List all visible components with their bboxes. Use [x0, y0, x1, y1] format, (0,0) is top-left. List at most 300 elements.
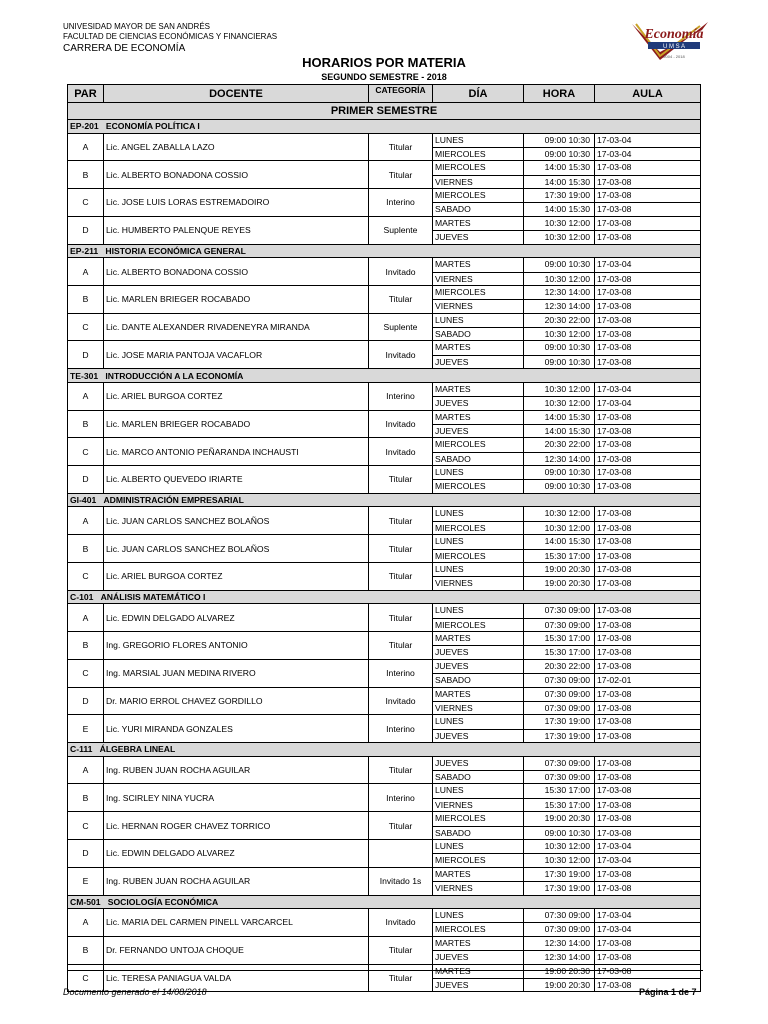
col-hora: HORA — [524, 85, 595, 103]
hora-cell-line: 20:30 22:00 — [544, 314, 590, 325]
subject-row — [68, 743, 701, 757]
hora-cell — [524, 258, 595, 286]
aula-cell-line: 17-03-08 — [597, 563, 632, 574]
hora-cell — [524, 189, 595, 217]
subject-code: EP-211 — [70, 245, 99, 256]
hora-cell-line: 19:00 20:30 — [544, 965, 590, 976]
aula-cell — [595, 507, 701, 535]
dia-cell-line: LUNES — [435, 508, 464, 519]
dia-cell — [433, 909, 524, 937]
subject-code: TE-301 — [70, 370, 99, 381]
aula-cell-line: 17-03-04 — [597, 259, 632, 270]
hora-cell-line: 10:30 12:00 — [524, 272, 594, 285]
aula-cell-line: 17-03-08 — [595, 327, 700, 340]
aula-cell — [595, 715, 701, 743]
hora-cell-line: 10:30 12:00 — [544, 840, 590, 851]
hora-cell-line: 10:30 12:00 — [544, 508, 590, 519]
table-row — [68, 466, 701, 494]
hora-cell-line: 07:30 09:00 — [524, 922, 594, 935]
hora-cell-line: 17:30 19:00 — [544, 190, 590, 201]
docente-cell: Lic. MARIA DEL CARMEN PINELL VARCARCEL — [104, 909, 369, 937]
dia-cell-line: JUEVES — [433, 230, 523, 243]
dia-cell — [433, 936, 524, 964]
hora-cell-line: 12:30 14:00 — [544, 286, 590, 297]
table-row — [68, 867, 701, 895]
par-cell: A — [68, 507, 104, 535]
hora-cell — [524, 562, 595, 590]
hora-cell — [524, 964, 595, 992]
par-cell: C — [68, 562, 104, 590]
dia-cell-line: VIERNES — [433, 798, 523, 811]
hora-cell-line: 09:00 10:30 — [524, 355, 594, 368]
semester-row — [68, 103, 701, 120]
hora-cell-line: 10:30 12:00 — [524, 521, 594, 534]
dia-cell-line: MARTES — [435, 633, 471, 643]
aula-cell-line: 17-03-08 — [597, 439, 632, 450]
dia-cell — [433, 466, 524, 494]
faculty-name: FACULTAD DE CIENCIAS ECONÓMICAS Y FINANCIERAS — [63, 32, 278, 41]
dia-cell — [433, 410, 524, 438]
dia-cell-line: VIERNES — [433, 299, 523, 312]
aula-cell-line: 17-03-08 — [597, 162, 632, 173]
table-row — [68, 659, 701, 687]
col-docente: DOCENTE — [104, 85, 369, 103]
categoria-cell: Invitado 1s — [369, 867, 433, 895]
categoria-cell: Titular — [369, 936, 433, 964]
page-number: Página 1 de 7 — [639, 987, 697, 997]
categoria-cell: Titular — [369, 535, 433, 563]
dia-cell — [433, 285, 524, 313]
subject-row — [68, 493, 701, 507]
docente-cell: Lic. JUAN CARLOS SANCHEZ BOLAÑOS — [104, 535, 369, 563]
hora-cell — [524, 756, 595, 784]
hora-cell-line: 10:30 12:00 — [524, 327, 594, 340]
hora-cell-line: 17:30 19:00 — [524, 729, 594, 742]
aula-cell-line: 17-03-08 — [597, 757, 632, 768]
aula-cell-line: 17-03-04 — [595, 396, 700, 409]
par-cell: E — [68, 867, 104, 895]
subject-name: ECONOMÍA POLÍTICA I — [105, 121, 200, 132]
categoria-cell: Invitado — [369, 909, 433, 937]
docente-cell: Lic. JUAN CARLOS SANCHEZ BOLAÑOS — [104, 507, 369, 535]
aula-cell — [595, 812, 701, 840]
docente-cell: Dr. FERNANDO UNTOJA CHOQUE — [104, 936, 369, 964]
dia-cell-line: LUNES — [435, 716, 464, 727]
aula-cell — [595, 285, 701, 313]
par-cell: B — [68, 936, 104, 964]
hora-cell — [524, 936, 595, 964]
aula-cell-line: 17-03-08 — [597, 688, 632, 699]
aula-cell-line: 17-03-08 — [597, 716, 632, 727]
aula-cell — [595, 189, 701, 217]
docente-cell: Lic. HERNAN ROGER CHAVEZ TORRICO — [104, 812, 369, 840]
hora-cell — [524, 410, 595, 438]
dia-cell-line: LUNES — [435, 605, 464, 616]
header-row — [68, 85, 701, 103]
col-aula: AULA — [595, 85, 701, 103]
categoria-cell — [369, 839, 433, 867]
hora-cell-line: 20:30 22:00 — [544, 660, 590, 671]
table-row — [68, 133, 701, 161]
par-cell: C — [68, 812, 104, 840]
docente-cell: Lic. ARIEL BURGOA CORTEZ — [104, 562, 369, 590]
docente-cell: Lic. EDWIN DELGADO ALVAREZ — [104, 839, 369, 867]
hora-cell-line: 10:30 12:00 — [524, 396, 594, 409]
aula-cell-line: 17-03-08 — [595, 424, 700, 437]
dia-cell-line: MARTES — [435, 342, 471, 353]
dia-cell-line: MIERCOLES — [433, 521, 523, 534]
dia-cell-line: VIERNES — [433, 881, 523, 894]
dia-cell-line: MARTES — [435, 965, 471, 976]
hora-cell-line: 19:00 20:30 — [544, 563, 590, 574]
table-row — [68, 839, 701, 867]
dia-cell-line: VIERNES — [433, 175, 523, 188]
aula-cell — [595, 410, 701, 438]
hora-cell-line: 10:30 12:00 — [544, 217, 590, 228]
categoria-cell: Invitado — [369, 687, 433, 715]
hora-cell-line: 07:30 09:00 — [524, 701, 594, 714]
aula-cell-line: 17-03-08 — [595, 701, 700, 714]
hora-cell — [524, 839, 595, 867]
par-cell: C — [68, 189, 104, 217]
table-row — [68, 438, 701, 466]
par-cell: C — [68, 438, 104, 466]
docente-cell: Ing. RUBEN JUAN ROCHA AGUILAR — [104, 756, 369, 784]
dia-cell-line: MIERCOLES — [433, 147, 523, 160]
aula-cell-line: 17-03-08 — [597, 314, 632, 325]
table-row — [68, 715, 701, 743]
subject-name: ÁLGEBRA LINEAL — [99, 744, 176, 755]
dia-cell-line: LUNES — [435, 563, 464, 574]
dia-cell — [433, 632, 524, 660]
aula-cell-line: 17-03-08 — [595, 618, 700, 631]
table-row — [68, 687, 701, 715]
subject-title — [68, 244, 701, 258]
subject-name: SOCIOLOGÍA ECONÓMICA — [107, 896, 219, 907]
hora-cell-line: 07:30 09:00 — [544, 757, 590, 768]
dia-cell-line: JUEVES — [433, 950, 523, 963]
par-cell: D — [68, 687, 104, 715]
career-name: CARRERA DE ECONOMÍA — [63, 43, 186, 54]
hora-cell-line: 15:30 17:00 — [544, 785, 590, 796]
hora-cell — [524, 507, 595, 535]
docente-cell: Ing. SCIRLEY NINA YUCRA — [104, 784, 369, 812]
aula-cell-line: 17-03-08 — [595, 479, 700, 492]
subject-name: ADMINISTRACIÓN EMPRESARIAL — [103, 495, 244, 506]
categoria-cell: Titular — [369, 161, 433, 189]
dia-cell-line: MIERCOLES — [433, 853, 523, 866]
hora-cell — [524, 285, 595, 313]
subject-title — [68, 120, 701, 134]
hora-cell — [524, 784, 595, 812]
dia-cell — [433, 258, 524, 286]
dia-cell — [433, 438, 524, 466]
dia-cell — [433, 687, 524, 715]
docente-cell: Lic. ALBERTO BONADONA COSSIO — [104, 161, 369, 189]
aula-cell — [595, 535, 701, 563]
aula-cell-line: 17-03-08 — [595, 881, 700, 894]
categoria-cell: Suplente — [369, 313, 433, 341]
docente-cell: Lic. ALBERTO BONADONA COSSIO — [104, 258, 369, 286]
aula-cell-line: 17-03-08 — [597, 785, 632, 796]
table-row — [68, 756, 701, 784]
categoria-cell: Suplente — [369, 216, 433, 244]
hora-cell-line: 09:00 10:30 — [544, 134, 590, 145]
dia-cell-line: SABADO — [433, 202, 523, 215]
hora-cell-line: 15:30 17:00 — [524, 798, 594, 811]
aula-cell-line: 17-03-04 — [597, 383, 632, 394]
hora-cell-line: 07:30 09:00 — [544, 910, 590, 921]
hora-cell-line: 15:30 17:00 — [544, 633, 590, 643]
par-cell: B — [68, 285, 104, 313]
dia-cell-line: MARTES — [435, 411, 471, 422]
dia-cell-line: MIERCOLES — [435, 286, 486, 297]
aula-cell-line: 17-03-04 — [597, 840, 632, 851]
dia-cell — [433, 535, 524, 563]
hora-cell-line: 09:00 10:30 — [544, 342, 590, 353]
docente-cell: Lic. JOSE MARIA PANTOJA VACAFLOR — [104, 341, 369, 369]
dia-cell-line: MARTES — [435, 383, 471, 394]
table-row — [68, 161, 701, 189]
par-cell: A — [68, 756, 104, 784]
subject-code: CM-501 — [70, 896, 101, 907]
docente-cell: Lic. YURI MIRANDA GONZALES — [104, 715, 369, 743]
logo-text: Economía — [644, 27, 704, 42]
hora-cell — [524, 715, 595, 743]
categoria-cell: Titular — [369, 562, 433, 590]
dia-cell-line: MIERCOLES — [433, 618, 523, 631]
categoria-cell: Interino — [369, 659, 433, 687]
aula-cell-line: 17-03-08 — [597, 937, 632, 948]
dia-cell — [433, 341, 524, 369]
aula-cell — [595, 341, 701, 369]
dia-cell-line: MARTES — [435, 688, 471, 699]
dia-cell-line: LUNES — [435, 467, 464, 478]
aula-cell-line: 17-03-08 — [595, 645, 700, 658]
categoria-cell: Invitado — [369, 341, 433, 369]
aula-cell-line: 17-03-08 — [597, 536, 632, 547]
footer-divider — [67, 970, 703, 971]
aula-cell — [595, 313, 701, 341]
aula-cell — [595, 659, 701, 687]
docente-cell: Lic. ARIEL BURGOA CORTEZ — [104, 382, 369, 410]
hora-cell-line: 14:00 15:30 — [524, 202, 594, 215]
table-row — [68, 562, 701, 590]
aula-cell — [595, 133, 701, 161]
aula-cell — [595, 687, 701, 715]
subject-title — [68, 743, 701, 757]
dia-cell — [433, 562, 524, 590]
hora-cell-line: 07:30 09:00 — [544, 688, 590, 699]
aula-cell — [595, 867, 701, 895]
docente-cell: Lic. HUMBERTO PALENQUE REYES — [104, 216, 369, 244]
par-cell: B — [68, 784, 104, 812]
semester-label: PRIMER SEMESTRE — [68, 103, 701, 120]
dia-cell-line: MIERCOLES — [435, 190, 486, 201]
dia-cell — [433, 133, 524, 161]
aula-cell-line: 17-03-08 — [595, 950, 700, 963]
docente-cell: Lic. MARCO ANTONIO PEÑARANDA INCHAUSTI — [104, 438, 369, 466]
aula-cell-line: 17-03-08 — [597, 633, 632, 643]
aula-cell — [595, 936, 701, 964]
aula-cell-line: 17-03-08 — [597, 965, 632, 976]
dia-cell-line: MARTES — [435, 937, 471, 948]
docente-cell: Ing. MARSIAL JUAN MEDINA RIVERO — [104, 659, 369, 687]
dia-cell-line: MIERCOLES — [433, 479, 523, 492]
col-dia: DÍA — [433, 85, 524, 103]
par-cell: A — [68, 909, 104, 937]
aula-cell-line: 17-03-08 — [597, 660, 632, 671]
subject-row — [68, 120, 701, 134]
aula-cell — [595, 604, 701, 632]
dia-cell-line: MIERCOLES — [435, 162, 486, 173]
aula-cell — [595, 258, 701, 286]
dia-cell-line: VIERNES — [433, 576, 523, 589]
table-row — [68, 382, 701, 410]
hora-cell — [524, 659, 595, 687]
aula-cell — [595, 562, 701, 590]
aula-cell — [595, 756, 701, 784]
par-cell: D — [68, 466, 104, 494]
aula-cell-line: 17-03-08 — [597, 605, 632, 616]
docente-cell: Lic. JOSE LUIS LORAS ESTREMADOIRO — [104, 189, 369, 217]
col-par: PAR — [68, 85, 104, 103]
subject-code: C-111 — [70, 744, 93, 755]
dia-cell-line: LUNES — [435, 910, 464, 921]
aula-cell-line: 17-03-04 — [597, 910, 632, 921]
hora-cell — [524, 909, 595, 937]
dia-cell-line: LUNES — [435, 134, 464, 145]
subject-code: EP-201 — [70, 121, 99, 132]
dia-cell — [433, 604, 524, 632]
hora-cell-line: 09:00 10:30 — [524, 826, 594, 839]
categoria-cell: Titular — [369, 466, 433, 494]
aula-cell — [595, 839, 701, 867]
table-row — [68, 632, 701, 660]
dia-cell-line: MIERCOLES — [435, 813, 486, 824]
hora-cell-line: 09:00 10:30 — [524, 147, 594, 160]
hora-cell — [524, 341, 595, 369]
dia-cell — [433, 867, 524, 895]
aula-cell-line: 17-03-08 — [595, 798, 700, 811]
hora-cell-line: 17:30 19:00 — [524, 881, 594, 894]
dia-cell-line: JUEVES — [433, 396, 523, 409]
par-cell: D — [68, 839, 104, 867]
dia-cell-line: SABADO — [433, 673, 523, 686]
aula-cell-line: 17-03-08 — [595, 175, 700, 188]
docente-cell: Lic. DANTE ALEXANDER RIVADENEYRA MIRANDA — [104, 313, 369, 341]
dia-cell — [433, 507, 524, 535]
hora-cell-line: 17:30 19:00 — [544, 868, 590, 879]
hora-cell-line: 19:00 20:30 — [524, 978, 594, 991]
page-title: HORARIOS POR MATERIA — [302, 55, 466, 70]
hora-cell — [524, 535, 595, 563]
categoria-cell: Titular — [369, 812, 433, 840]
dia-cell-line: VIERNES — [433, 272, 523, 285]
dia-cell — [433, 839, 524, 867]
dia-cell — [433, 964, 524, 992]
categoria-cell: Interino — [369, 382, 433, 410]
hora-cell-line: 09:00 10:30 — [544, 467, 590, 478]
hora-cell-line: 07:30 09:00 — [524, 770, 594, 783]
table-row — [68, 189, 701, 217]
categoria-cell: Invitado — [369, 258, 433, 286]
aula-cell-line: 17-03-08 — [595, 576, 700, 589]
dia-cell-line: JUEVES — [433, 729, 523, 742]
aula-cell-line: 17-03-04 — [597, 134, 632, 145]
aula-cell-line: 17-03-08 — [595, 521, 700, 534]
aula-cell-line: 17-03-08 — [595, 729, 700, 742]
aula-cell — [595, 438, 701, 466]
subject-row — [68, 244, 701, 258]
subject-row — [68, 895, 701, 909]
subject-code: C-101 — [70, 591, 94, 602]
hora-cell-line: 14:00 15:30 — [544, 162, 590, 173]
hora-cell-line: 15:30 17:00 — [524, 549, 594, 562]
table-row — [68, 936, 701, 964]
page-subtitle: SEGUNDO SEMESTRE - 2018 — [321, 72, 447, 82]
docente-cell: Lic. ALBERTO QUEVEDO IRIARTE — [104, 466, 369, 494]
dia-cell — [433, 756, 524, 784]
subject-title — [68, 590, 701, 604]
docente-cell: Ing. RUBEN JUAN ROCHA AGUILAR — [104, 867, 369, 895]
dia-cell — [433, 715, 524, 743]
hora-cell — [524, 133, 595, 161]
aula-cell-line: 17-03-08 — [595, 978, 700, 991]
subject-row — [68, 590, 701, 604]
par-cell: B — [68, 410, 104, 438]
docente-cell: Lic. TERESA PANIAGUA VALDA — [104, 964, 369, 992]
dia-cell — [433, 216, 524, 244]
hora-cell-line: 09:00 10:30 — [524, 479, 594, 492]
subject-name: INTRODUCCIÓN A LA ECONOMÍA — [105, 370, 244, 381]
dia-cell-line: SABADO — [433, 826, 523, 839]
docente-cell: Lic. MARLEN BRIEGER ROCABADO — [104, 410, 369, 438]
dia-cell-line: LUNES — [435, 314, 464, 325]
aula-cell-line: 17-03-04 — [595, 147, 700, 160]
categoria-cell: Interino — [369, 715, 433, 743]
aula-cell — [595, 909, 701, 937]
table-row — [68, 285, 701, 313]
hora-cell — [524, 812, 595, 840]
table-row — [68, 784, 701, 812]
dia-cell-line: LUNES — [435, 785, 464, 796]
docente-cell: Lic. ANGEL ZABALLA LAZO — [104, 133, 369, 161]
dia-cell-line: JUEVES — [435, 757, 469, 768]
logo-sub: U M S A — [662, 44, 686, 50]
institution-header — [63, 22, 277, 55]
table-row — [68, 812, 701, 840]
hora-cell-line: 12:30 14:00 — [544, 937, 590, 948]
dia-cell — [433, 659, 524, 687]
aula-cell-line: 17-03-08 — [595, 452, 700, 465]
aula-cell — [595, 382, 701, 410]
table-row — [68, 216, 701, 244]
subject-name: ANÁLISIS MATEMÁTICO I — [100, 591, 206, 602]
table-row — [68, 258, 701, 286]
generated-date: Documento generado el 14/08/2018 — [63, 987, 207, 997]
docente-cell: Lic. MARLEN BRIEGER ROCABADO — [104, 285, 369, 313]
dia-cell-line: MIERCOLES — [435, 439, 486, 450]
hora-cell-line: 14:00 15:30 — [544, 411, 590, 422]
categoria-cell: Titular — [369, 507, 433, 535]
aula-cell-line: 17-03-08 — [595, 272, 700, 285]
categoria-cell: Interino — [369, 189, 433, 217]
dia-cell-line: JUEVES — [433, 645, 523, 658]
col-categoria: CATEGORÍA — [369, 85, 433, 103]
hora-cell-line: 10:30 12:00 — [524, 853, 594, 866]
categoria-cell: Titular — [369, 285, 433, 313]
